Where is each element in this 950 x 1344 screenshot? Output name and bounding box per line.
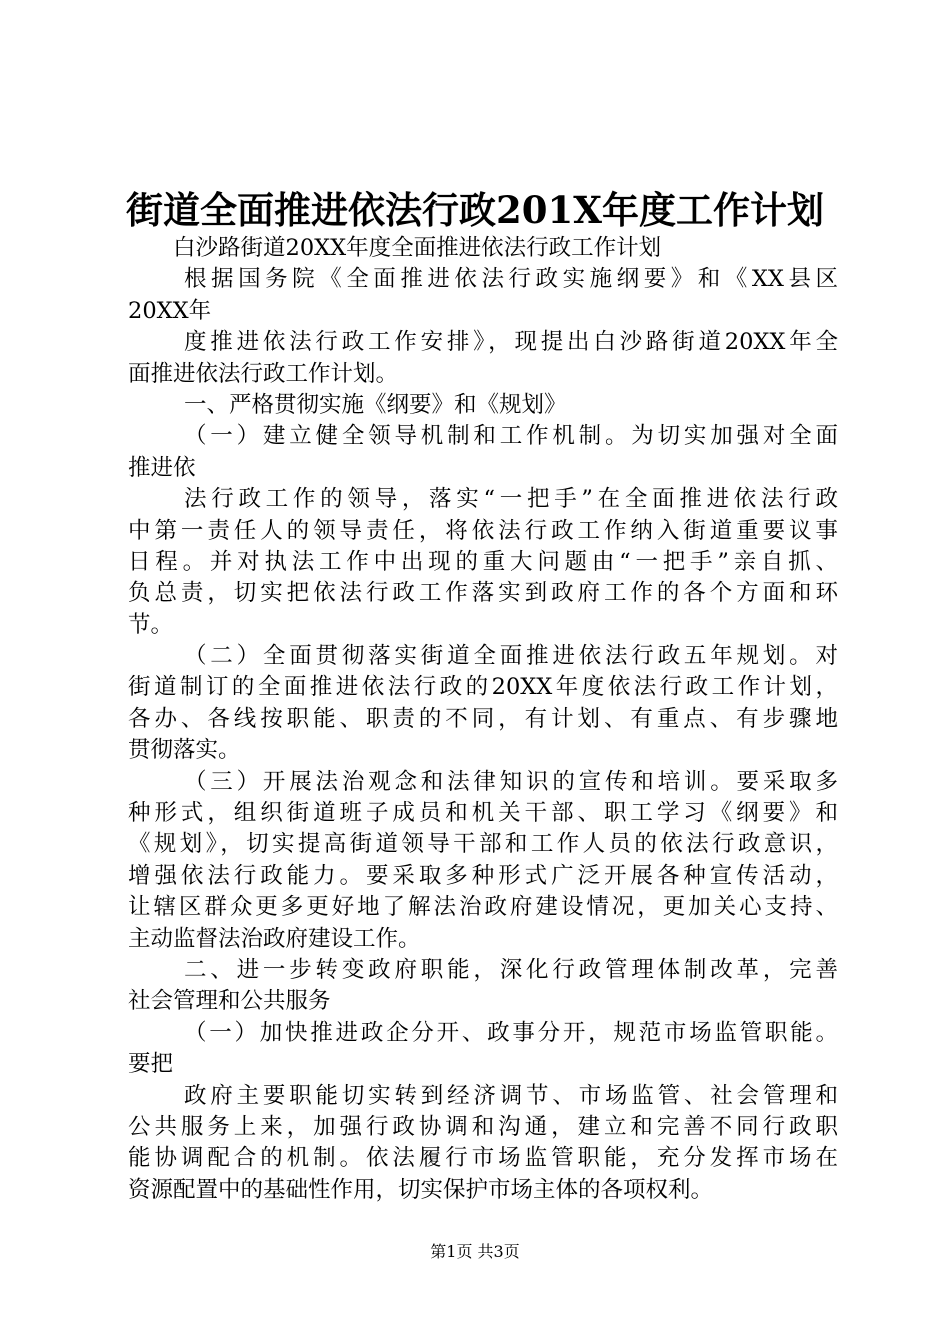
body-line: 公共服务上来，加强行政协调和沟通，建立和完善不同行政职 <box>128 1113 838 1140</box>
body-line: 度推进依法行政工作安排》，现提出白沙路街道20XX年全 <box>184 329 838 356</box>
body-line: 增强依法行政能力。要采取多种形式广泛开展各种宣传活动， <box>128 862 838 889</box>
document-title: 街道全面推进依法行政201X年度工作计划 <box>126 188 824 232</box>
body-line: （二）全面贯彻落实街道全面推进依法行政五年规划。对 <box>184 643 838 670</box>
body-line: 负总责，切实把依法行政工作落实到政府工作的各个方面和环 <box>128 580 838 607</box>
body-line: 节。 <box>128 611 174 638</box>
body-line: 政府主要职能切实转到经济调节、市场监管、社会管理和 <box>184 1082 838 1109</box>
body-line: 社会管理和公共服务 <box>128 988 331 1015</box>
body-line: 主动监督法治政府建设工作。 <box>128 925 421 952</box>
body-line: （三）开展法治观念和法律知识的宣传和培训。要采取多 <box>184 768 838 795</box>
body-line: （一）建立健全领导机制和工作机制。为切实加强对全面 <box>184 423 838 450</box>
body-line: 资源配置中的基础性作用，切实保护市场主体的各项权利。 <box>128 1176 714 1203</box>
body-line: 种形式，组织街道班子成员和机关干部、职工学习《纲要》和 <box>128 800 838 827</box>
body-line: 贯彻落实。 <box>128 737 241 764</box>
body-line: 各办、各线按职能、职责的不同，有计划、有重点、有步骤地 <box>128 705 838 732</box>
page-number: 第1页 共3页 <box>430 1242 520 1261</box>
body-line: 《规划》，切实提高街道领导干部和工作人员的依法行政意识， <box>128 831 838 858</box>
section-heading: 二、进一步转变政府职能，深化行政管理体制改革，完善 <box>184 956 838 983</box>
body-line: （一）加快推进政企分开、政事分开，规范市场监管职能。 <box>184 1019 838 1046</box>
section-heading: 一、严格贯彻实施《纲要》和《规划》 <box>184 391 567 418</box>
body-line: 中第一责任人的领导责任，将依法行政工作纳入街道重要议事 <box>128 517 838 544</box>
body-line-subtitle: 白沙路街道20XX年度全面推进依法行政工作计划 <box>173 235 662 261</box>
body-line: 要把 <box>128 1051 174 1078</box>
body-line: 让辖区群众更多更好地了解法治政府建设情况，更加关心支持、 <box>128 894 838 921</box>
body-line: 面推进依法行政工作计划。 <box>128 360 399 387</box>
body-line: 街道制订的全面推进依法行政的20XX年度依法行政工作计划， <box>128 674 838 701</box>
body-line: 能协调配合的机制。依法履行市场监管职能，充分发挥市场在 <box>128 1145 838 1172</box>
body-line: 推进依 <box>128 454 196 481</box>
body-line: 日程。并对执法工作中出现的重大问题由“一把手”亲自抓、 <box>128 548 838 575</box>
body-line: 法行政工作的领导，落实“一把手”在全面推进依法行政 <box>184 486 838 513</box>
body-line: 根据国务院《全面推进依法行政实施纲要》和《XX县区 <box>184 266 838 293</box>
document-body <box>128 233 838 1206</box>
body-line: 20XX年 <box>128 297 212 324</box>
